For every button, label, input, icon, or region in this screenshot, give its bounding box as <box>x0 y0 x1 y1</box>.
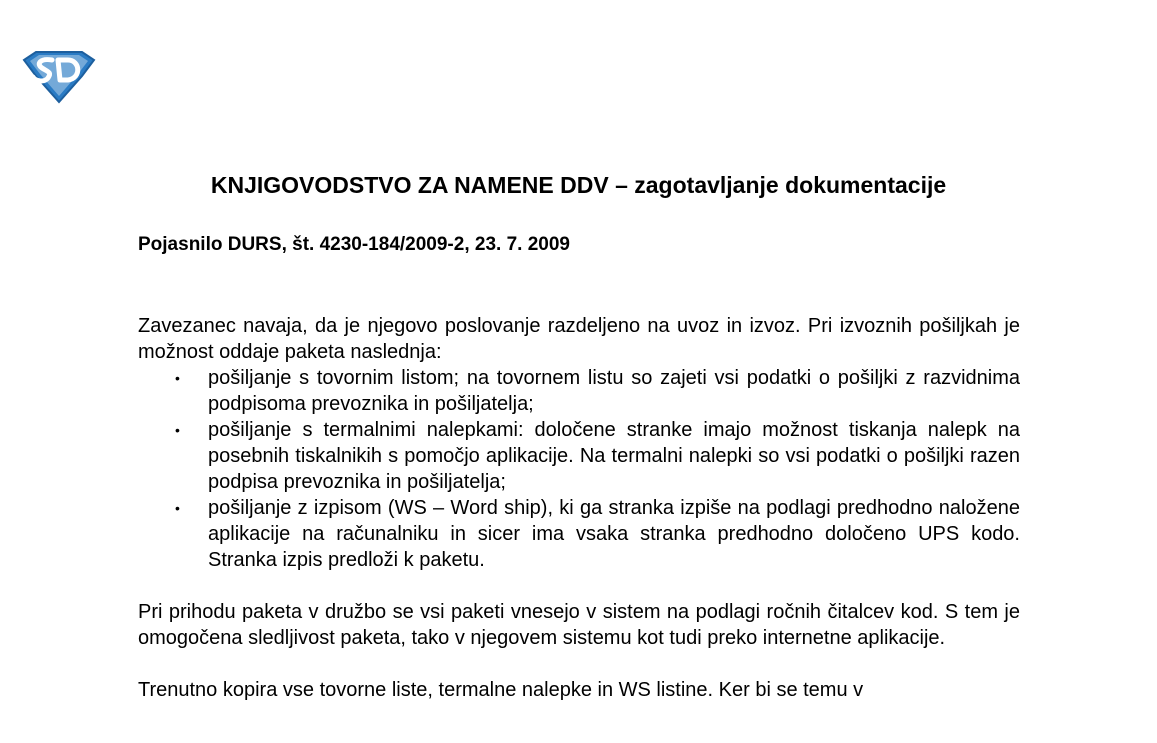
list-item-text: pošiljanje s tovornim listom; na tovornem listu so zajeti vsi podatki o pošiljki z razvidnima podpisoma prevoznika in pošiljatelja; <box>208 367 1020 415</box>
paragraph-current-practice: Trenutno kopira vse tovorne liste, termalne nalepke in WS listine. Ker bi se temu v <box>138 679 864 701</box>
shipping-methods-list <box>138 365 1020 573</box>
bullet-icon: • <box>175 370 180 386</box>
paragraph-intro: Zavezanec navaja, da je njegovo poslovanje razdeljeno na uvoz in izvoz. Pri izvoznih pošiljkah je možnost oddaje paketa naslednja: <box>138 315 1020 363</box>
list-item <box>175 365 1020 417</box>
list-item-text: pošiljanje z izpisom (WS – Word ship), ki ga stranka izpiše na podlagi predhodno naložene aplikacije na računalniku in sicer ima vsaka stranka predhodno določeno UPS kodo. Stranka izpis predloži k paketu. <box>208 497 1020 571</box>
list-item-text: pošiljanje s termalnimi nalepkami: določene stranke imajo možnost tiskanja nalepk na posebnih tiskalnikih s pomočjo aplikacije. Na termalni nalepki so vsi podatki o pošiljki razen podpisa prevoznika in pošiljatelja; <box>208 419 1020 493</box>
bullet-icon: • <box>175 500 180 516</box>
document-subtitle: Pojasnilo DURS, št. 4230-184/2009-2, 23. 7. 2009 <box>138 234 570 255</box>
document-body <box>138 313 1020 703</box>
list-item <box>175 417 1020 495</box>
list-item <box>175 495 1020 573</box>
document-title: KNJIGOVODSTVO ZA NAMENE DDV – zagotavljanje dokumentacije <box>210 172 947 198</box>
paragraph-spacer <box>138 651 1020 677</box>
paragraph-arrival: Pri prihodu paketa v družbo se vsi paketi vnesejo v sistem na podlagi ročnih čitalcev kod. S tem je omogočena sledljivost paketa, tako v njegovem sistemu kot tudi preko internetne aplikacije. <box>138 601 1020 649</box>
bullet-icon: • <box>175 422 180 438</box>
paragraph-spacer <box>138 573 1020 599</box>
company-logo <box>22 50 96 104</box>
